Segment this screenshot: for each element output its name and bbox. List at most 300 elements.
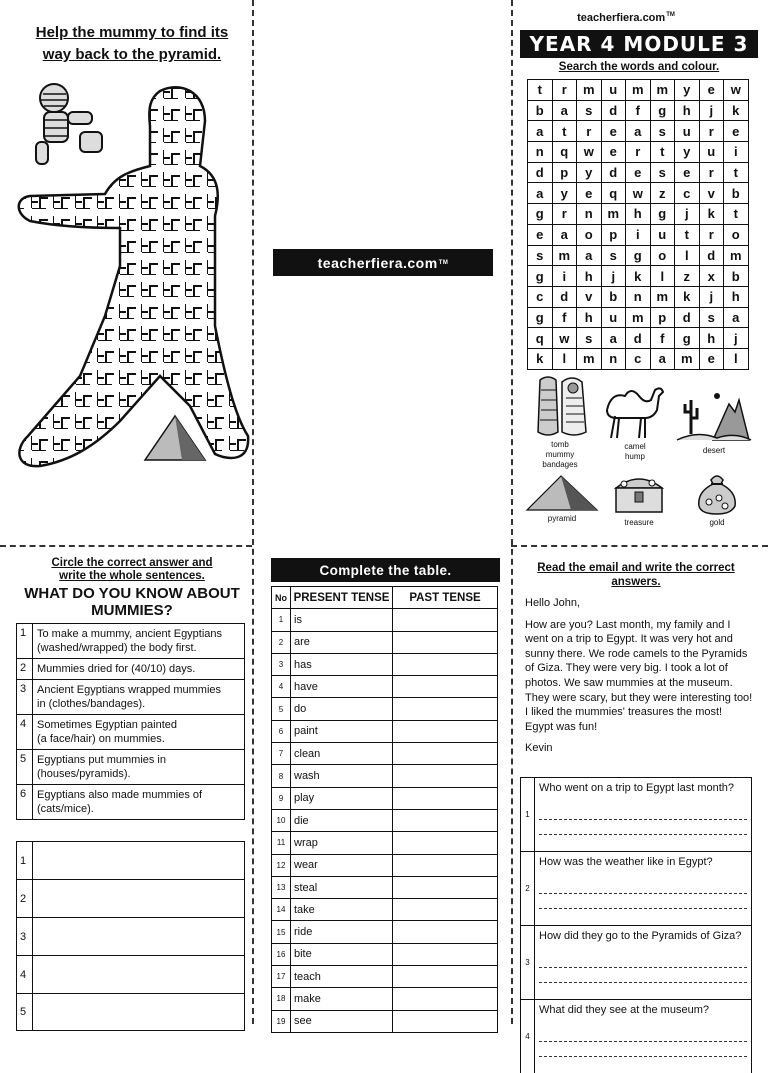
grid-cell[interactable]: e	[626, 163, 651, 184]
grid-cell[interactable]: k	[675, 287, 700, 308]
tense-row-number: 6	[272, 720, 291, 742]
mummy-instruction-line2: write the whole sentences.	[59, 570, 205, 582]
label-mummy: mummy	[545, 450, 575, 459]
grid-cell[interactable]: h	[577, 308, 602, 329]
grid-cell[interactable]: k	[700, 204, 725, 225]
grid-cell[interactable]: m	[626, 80, 651, 101]
answer-number: 2	[17, 880, 33, 917]
grid-cell[interactable]: e	[700, 80, 725, 101]
tense-row-number: 3	[272, 653, 291, 675]
tense-row	[272, 943, 498, 965]
answer-row[interactable]	[16, 955, 245, 993]
present-tense-word: clean	[291, 743, 393, 765]
grid-cell[interactable]: v	[577, 287, 602, 308]
tense-row	[272, 609, 498, 631]
grid-cell[interactable]: o	[577, 225, 602, 246]
answer-row[interactable]	[16, 993, 245, 1031]
grid-cell[interactable]: t	[651, 142, 676, 163]
tense-row-number: 4	[272, 676, 291, 698]
header-past-tense: PAST TENSE	[393, 587, 498, 609]
gold-bag-icon	[693, 470, 741, 516]
grid-cell[interactable]: d	[700, 246, 725, 267]
email-question-row	[520, 999, 752, 1073]
mummy-question-row	[16, 714, 245, 749]
label-camel: camel	[624, 442, 646, 451]
past-tense-blank[interactable]	[393, 631, 498, 653]
maze-title-line1: Help the mummy to find its	[35, 24, 229, 41]
past-tense-blank[interactable]	[393, 787, 498, 809]
fold-line-mid-right	[511, 545, 768, 547]
tense-row	[272, 899, 498, 921]
grid-cell[interactable]: m	[577, 349, 602, 370]
tense-row-number: 12	[272, 854, 291, 876]
past-tense-blank[interactable]	[393, 720, 498, 742]
label-desert: desert	[702, 446, 726, 455]
grid-cell[interactable]: g	[651, 101, 676, 122]
grid-cell[interactable]: k	[626, 266, 651, 287]
past-tense-blank[interactable]	[393, 966, 498, 988]
tense-row-number: 15	[272, 921, 291, 943]
mummy-question-text[interactable]: Egyptians put mummies in (houses/pyramids).	[37, 754, 166, 780]
grid-cell[interactable]: a	[651, 349, 676, 370]
word-search-instruction: Search the words and colour.	[558, 61, 720, 73]
mummy-question-text[interactable]: To make a mummy, ancient Egyptians (washed/wrapped) the body first.	[37, 628, 223, 654]
grid-cell[interactable]: f	[651, 328, 676, 349]
past-tense-blank[interactable]	[393, 743, 498, 765]
grid-cell[interactable]: c	[675, 183, 700, 204]
grid-cell[interactable]: b	[528, 101, 553, 122]
grid-cell[interactable]: a	[724, 308, 749, 329]
tense-row	[272, 720, 498, 742]
present-tense-word: has	[291, 653, 393, 675]
grid-cell[interactable]: w	[724, 80, 749, 101]
mummy-question-row	[16, 784, 245, 820]
grid-cell[interactable]: m	[626, 308, 651, 329]
grid-cell[interactable]: m	[675, 349, 700, 370]
tense-row-number: 19	[272, 1010, 291, 1032]
grid-cell[interactable]: s	[577, 328, 602, 349]
answer-row[interactable]	[16, 879, 245, 917]
grid-cell[interactable]: h	[675, 101, 700, 122]
grid-cell[interactable]: u	[651, 225, 676, 246]
mummy-questions-instruction	[14, 557, 250, 583]
past-tense-blank[interactable]	[393, 921, 498, 943]
grid-cell[interactable]: o	[724, 225, 749, 246]
grid-cell[interactable]: r	[553, 204, 578, 225]
grid-cell[interactable]: t	[724, 163, 749, 184]
grid-cell[interactable]: j	[700, 287, 725, 308]
grid-cell[interactable]: s	[651, 121, 676, 142]
email-question-text: How did they go to the Pyramids of Giza?	[539, 930, 742, 942]
email-question-number: 4	[521, 1000, 535, 1073]
top-brand-name: teacherfiera.com	[577, 12, 666, 24]
picture-gold	[686, 470, 748, 528]
grid-cell[interactable]: n	[602, 349, 627, 370]
grid-cell[interactable]: l	[675, 246, 700, 267]
grid-cell[interactable]: r	[626, 142, 651, 163]
answer-line[interactable]	[539, 1045, 747, 1057]
center-brand-label	[273, 249, 493, 276]
present-tense-word: wash	[291, 765, 393, 787]
grid-cell[interactable]: g	[651, 204, 676, 225]
grid-cell[interactable]: f	[626, 101, 651, 122]
email-instruction	[516, 561, 756, 589]
maze-pyramid-icon	[145, 416, 205, 460]
tense-row	[272, 854, 498, 876]
grid-cell[interactable]: g	[675, 328, 700, 349]
grid-cell[interactable]: t	[528, 80, 553, 101]
grid-cell[interactable]: y	[675, 80, 700, 101]
tense-row-number: 8	[272, 765, 291, 787]
grid-cell[interactable]: d	[602, 101, 627, 122]
grid-cell[interactable]: a	[626, 121, 651, 142]
grid-cell[interactable]: e	[577, 183, 602, 204]
grid-cell[interactable]: f	[553, 308, 578, 329]
present-tense-word: wrap	[291, 832, 393, 854]
picture-desert	[676, 386, 752, 456]
maze-title	[14, 22, 250, 66]
grid-cell[interactable]: k	[724, 101, 749, 122]
grid-cell[interactable]: q	[602, 183, 627, 204]
grid-cell[interactable]: a	[553, 101, 578, 122]
tense-table-header	[272, 587, 498, 609]
grid-cell[interactable]: t	[724, 204, 749, 225]
maze-title-line2: way back to the pyramid.	[42, 46, 222, 63]
tense-row-number: 2	[272, 631, 291, 653]
word-search-grid[interactable]	[527, 79, 749, 370]
grid-cell[interactable]: l	[651, 266, 676, 287]
center-brand-name: teacherfiera.com	[317, 254, 438, 271]
tense-row	[272, 653, 498, 675]
email-question-number: 1	[521, 778, 535, 851]
label-tomb: tomb	[551, 440, 569, 449]
tense-row	[272, 698, 498, 720]
grid-cell[interactable]: v	[700, 183, 725, 204]
grid-cell[interactable]: q	[528, 328, 553, 349]
grid-cell[interactable]: p	[602, 225, 627, 246]
present-tense-word: do	[291, 698, 393, 720]
grid-cell[interactable]: j	[700, 101, 725, 122]
picture-tomb	[528, 374, 592, 470]
grid-cell[interactable]: e	[602, 142, 627, 163]
answer-line[interactable]	[539, 897, 747, 909]
label-treasure: treasure	[624, 518, 654, 527]
tense-row	[272, 787, 498, 809]
grid-cell[interactable]: p	[651, 308, 676, 329]
tense-row-number: 7	[272, 743, 291, 765]
grid-cell[interactable]: y	[675, 142, 700, 163]
tense-row	[272, 832, 498, 854]
grid-cell[interactable]: g	[528, 204, 553, 225]
grid-cell[interactable]: h	[577, 266, 602, 287]
present-tense-word: play	[291, 787, 393, 809]
grid-cell[interactable]: m	[553, 246, 578, 267]
past-tense-blank[interactable]	[393, 698, 498, 720]
grid-cell[interactable]: s	[602, 246, 627, 267]
present-tense-word: die	[291, 809, 393, 831]
top-brand	[520, 12, 732, 24]
tense-row-number: 10	[272, 809, 291, 831]
email-question-text: How was the weather like in Egypt?	[539, 856, 713, 868]
picture-pyramid	[524, 472, 600, 524]
grid-cell[interactable]: n	[626, 287, 651, 308]
mummy-question-text[interactable]: Ancient Egyptians wrapped mummies in (clothes/bandages).	[37, 684, 222, 710]
present-tense-word: steal	[291, 876, 393, 898]
grid-cell[interactable]: r	[700, 163, 725, 184]
grid-cell[interactable]: a	[602, 328, 627, 349]
grid-cell[interactable]: d	[553, 287, 578, 308]
email-greeting: Hello John,	[525, 597, 581, 609]
grid-cell[interactable]: i	[553, 266, 578, 287]
grid-cell[interactable]: e	[724, 121, 749, 142]
grid-cell[interactable]: i	[626, 225, 651, 246]
grid-cell[interactable]: l	[553, 349, 578, 370]
grid-cell[interactable]: m	[602, 204, 627, 225]
grid-cell[interactable]: s	[528, 246, 553, 267]
email-questions-list	[520, 777, 752, 1073]
answer-row[interactable]	[16, 841, 245, 879]
grid-cell[interactable]: s	[577, 101, 602, 122]
grid-cell[interactable]: c	[528, 287, 553, 308]
grid-cell[interactable]: g	[528, 308, 553, 329]
grid-cell[interactable]: x	[700, 266, 725, 287]
grid-cell[interactable]: y	[553, 183, 578, 204]
mummy-question-text[interactable]: Sometimes Egyptian painted (a face/hair) on mummies.	[37, 719, 178, 745]
past-tense-blank[interactable]	[393, 765, 498, 787]
past-tense-blank[interactable]	[393, 854, 498, 876]
tense-table	[271, 586, 498, 1033]
module-title: YEAR 4 MODULE 3	[520, 30, 758, 58]
grid-cell[interactable]: n	[528, 142, 553, 163]
tense-row-number: 17	[272, 966, 291, 988]
present-tense-word: teach	[291, 966, 393, 988]
tense-row-number: 9	[272, 787, 291, 809]
answer-space[interactable]	[33, 880, 244, 917]
grid-cell[interactable]: t	[675, 225, 700, 246]
answer-line[interactable]	[539, 823, 747, 835]
answer-lines-list	[16, 841, 245, 1031]
header-no: No	[272, 587, 291, 609]
grid-cell[interactable]: b	[724, 266, 749, 287]
mummy-question-text[interactable]: Mummies dried for (40/10) days.	[37, 663, 196, 675]
email-question-text: Who went on a trip to Egypt last month?	[539, 782, 735, 794]
email-question-row	[520, 777, 752, 851]
tense-row	[272, 809, 498, 831]
tense-row-number: 16	[272, 943, 291, 965]
grid-cell[interactable]: a	[577, 246, 602, 267]
grid-cell[interactable]: h	[626, 204, 651, 225]
answer-row[interactable]	[16, 917, 245, 955]
tense-row	[272, 631, 498, 653]
grid-cell[interactable]: c	[626, 349, 651, 370]
grid-cell[interactable]: q	[553, 142, 578, 163]
email-question-number: 3	[521, 926, 535, 999]
grid-cell[interactable]: e	[675, 163, 700, 184]
tense-row	[272, 765, 498, 787]
mummy-question-number: 1	[17, 624, 33, 658]
answer-number: 3	[17, 918, 33, 955]
mummy-maze[interactable]	[10, 76, 250, 486]
grid-cell[interactable]: j	[675, 204, 700, 225]
tense-row-number: 11	[272, 832, 291, 854]
grid-cell[interactable]: y	[577, 163, 602, 184]
grid-cell[interactable]: l	[724, 349, 749, 370]
label-pyramid: pyramid	[547, 514, 577, 523]
label-hump: hump	[624, 452, 645, 461]
fold-line-mid-left	[0, 545, 252, 547]
grid-cell[interactable]: z	[651, 183, 676, 204]
grid-cell[interactable]: h	[700, 328, 725, 349]
grid-cell[interactable]: o	[651, 246, 676, 267]
grid-cell[interactable]: u	[700, 142, 725, 163]
answer-line[interactable]	[539, 882, 747, 894]
email-text: How are you? Last month, my family and I went on a trip to Egypt. It was very hot and sunny there. We rode camels to the Pyramids of Giza. They were very big. I took a lot of photos. We saw mummies at the museum. They were scary, but they were interesting too! I liked the mummies' treasures the most! Egypt was fun!	[525, 618, 753, 733]
grid-cell[interactable]: e	[602, 121, 627, 142]
mummy-question-number: 4	[17, 715, 33, 749]
grid-cell[interactable]: r	[553, 80, 578, 101]
tense-row-number: 5	[272, 698, 291, 720]
small-mummy-icon	[36, 84, 102, 164]
mummy-question-number: 6	[17, 785, 33, 819]
mummy-question-number: 5	[17, 750, 33, 784]
grid-cell[interactable]: m	[724, 246, 749, 267]
present-tense-word: are	[291, 631, 393, 653]
grid-cell[interactable]: a	[528, 183, 553, 204]
grid-cell[interactable]: w	[553, 328, 578, 349]
answer-space[interactable]	[33, 994, 244, 1030]
fold-line-left	[252, 0, 254, 1024]
tense-row-number: 1	[272, 609, 291, 631]
label-bandages: bandages	[542, 460, 578, 469]
answer-space[interactable]	[33, 918, 244, 955]
grid-cell[interactable]: u	[602, 308, 627, 329]
present-tense-word: paint	[291, 720, 393, 742]
grid-cell[interactable]: u	[675, 121, 700, 142]
grid-cell[interactable]: e	[700, 349, 725, 370]
grid-cell[interactable]: w	[577, 142, 602, 163]
grid-cell[interactable]: b	[602, 287, 627, 308]
grid-cell[interactable]: a	[528, 121, 553, 142]
past-tense-blank[interactable]	[393, 653, 498, 675]
top-brand-tm: TM	[666, 12, 675, 19]
answer-line[interactable]	[539, 971, 747, 983]
grid-cell[interactable]: d	[528, 163, 553, 184]
answer-space[interactable]	[33, 956, 244, 993]
answer-space[interactable]	[33, 842, 244, 879]
grid-cell[interactable]: w	[626, 183, 651, 204]
mummy-title-line2: MUMMIES?	[91, 602, 173, 619]
grid-cell[interactable]: d	[675, 308, 700, 329]
grid-cell[interactable]: a	[553, 225, 578, 246]
present-tense-word: take	[291, 899, 393, 921]
grid-cell[interactable]: z	[675, 266, 700, 287]
past-tense-blank[interactable]	[393, 988, 498, 1010]
fold-line-right	[511, 0, 513, 1024]
past-tense-blank[interactable]	[393, 899, 498, 921]
tense-row	[272, 1010, 498, 1032]
grid-cell[interactable]: k	[528, 349, 553, 370]
pyramid-icon	[525, 472, 599, 512]
grid-cell[interactable]: b	[724, 183, 749, 204]
tense-row	[272, 921, 498, 943]
answer-line[interactable]	[539, 1030, 747, 1042]
grid-cell[interactable]: g	[626, 246, 651, 267]
grid-cell[interactable]: i	[724, 142, 749, 163]
treasure-chest-icon	[610, 470, 668, 516]
grid-cell[interactable]: e	[528, 225, 553, 246]
mummy-question-row	[16, 658, 245, 679]
grid-cell[interactable]: m	[651, 80, 676, 101]
grid-cell[interactable]: g	[528, 266, 553, 287]
grid-cell[interactable]: h	[724, 287, 749, 308]
tense-row-number: 13	[272, 876, 291, 898]
grid-cell[interactable]: r	[700, 121, 725, 142]
grid-cell[interactable]: n	[577, 204, 602, 225]
tense-row-number: 18	[272, 988, 291, 1010]
mummy-question-text[interactable]: Egyptians also made mummies of (cats/mice).	[37, 789, 203, 815]
picture-camel	[600, 384, 670, 462]
mummy-questions-title	[14, 585, 250, 619]
mummy-instruction-line1: Circle the correct answer and	[51, 557, 213, 569]
grid-cell[interactable]: r	[700, 225, 725, 246]
mummy-question-row	[16, 679, 245, 714]
email-question-text: What did they see at the museum?	[539, 1004, 709, 1016]
email-body	[525, 596, 753, 763]
mummy-questions-list	[16, 623, 245, 820]
grid-cell[interactable]: p	[553, 163, 578, 184]
grid-cell[interactable]: d	[602, 163, 627, 184]
answer-line[interactable]	[539, 956, 747, 968]
desert-icon	[677, 386, 751, 444]
past-tense-blank[interactable]	[393, 943, 498, 965]
sarcophagus-icon	[530, 374, 590, 438]
tense-row	[272, 988, 498, 1010]
mummy-question-row	[16, 749, 245, 784]
label-gold: gold	[709, 518, 725, 527]
past-tense-blank[interactable]	[393, 876, 498, 898]
email-question-row	[520, 851, 752, 925]
grid-cell[interactable]: j	[724, 328, 749, 349]
past-tense-blank[interactable]	[393, 676, 498, 698]
present-tense-word: bite	[291, 943, 393, 965]
mummy-question-number: 3	[17, 680, 33, 714]
tense-table-title: Complete the table.	[271, 558, 500, 582]
past-tense-blank[interactable]	[393, 832, 498, 854]
header-present-tense: PRESENT TENSE	[291, 587, 393, 609]
center-brand-tm: TM	[438, 259, 449, 266]
email-signature: Kevin	[525, 742, 553, 755]
grid-cell[interactable]: d	[626, 328, 651, 349]
grid-cell[interactable]: s	[651, 163, 676, 184]
answer-line[interactable]	[539, 808, 747, 820]
grid-cell[interactable]: j	[602, 266, 627, 287]
grid-cell[interactable]: u	[602, 80, 627, 101]
present-tense-word: wear	[291, 854, 393, 876]
email-instruction-line2: answers.	[611, 576, 661, 588]
tense-row	[272, 676, 498, 698]
grid-cell[interactable]: t	[553, 121, 578, 142]
past-tense-blank[interactable]	[393, 809, 498, 831]
grid-cell[interactable]: m	[577, 80, 602, 101]
camel-icon	[601, 384, 669, 440]
grid-cell[interactable]: m	[651, 287, 676, 308]
mummy-title-line1: WHAT DO YOU KNOW ABOUT	[24, 585, 240, 602]
past-tense-blank[interactable]	[393, 609, 498, 631]
grid-cell[interactable]: s	[700, 308, 725, 329]
past-tense-blank[interactable]	[393, 1010, 498, 1032]
present-tense-word: see	[291, 1010, 393, 1032]
grid-cell[interactable]: r	[577, 121, 602, 142]
